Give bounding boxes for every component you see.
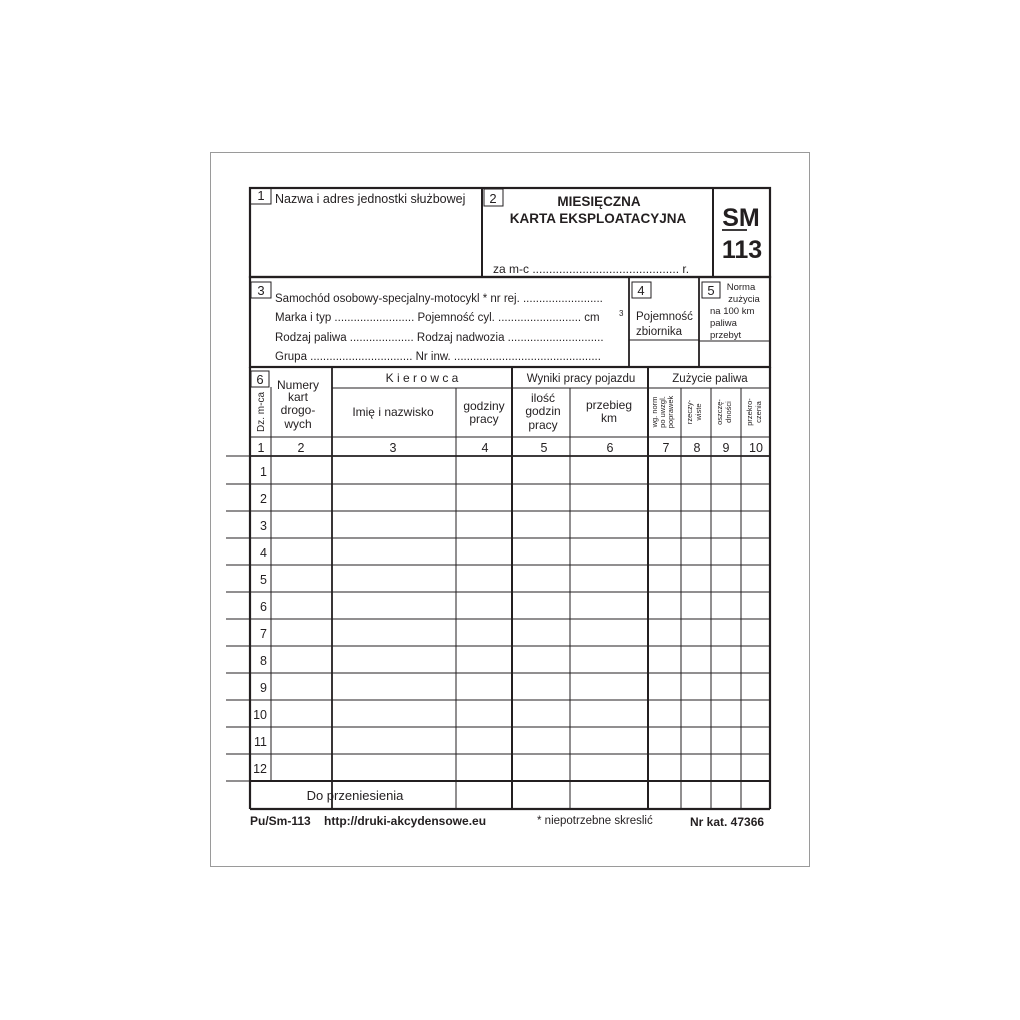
unit-name-label: Nazwa i adres jednostki służbowej	[275, 192, 466, 206]
fuel-group-header: Zużycie paliwa	[672, 373, 748, 385]
work-hours-header-3: pracy	[528, 418, 558, 432]
vehicle-type-line: Samochód osobowy-specjalny-motocykl * nr rej. .........................	[275, 293, 603, 305]
column-number-8: 8	[693, 441, 701, 455]
box3-number: 3	[257, 283, 265, 298]
form-code-footer: Pu/Sm-113	[250, 814, 311, 828]
month-line: za m-c ............................................ r.	[493, 262, 690, 276]
column-number-2: 2	[297, 441, 305, 455]
column-number-4: 4	[481, 441, 489, 455]
box2-number: 2	[489, 191, 497, 206]
row-number: 8	[260, 654, 267, 668]
box6-number: 6	[256, 372, 264, 387]
form-code-sm: SM	[722, 204, 760, 232]
fuel-savings-header-2: dności	[724, 401, 733, 423]
norm-label-1: Norma	[726, 282, 756, 293]
table-row-lines	[226, 456, 770, 781]
mileage-header-2: km	[601, 411, 617, 425]
fuel-norm-header-3: poprawek	[666, 395, 675, 429]
row-number: 11	[254, 735, 267, 749]
column-number-7: 7	[662, 441, 670, 455]
footnote: * niepotrzebne skreslić	[537, 815, 653, 827]
norm-label-5: przebyt	[710, 330, 742, 341]
day-of-month-header: Dz. m-ca	[256, 392, 267, 432]
driver-name-header: Imię i nazwisko	[352, 405, 434, 419]
fuel-norm-header-1: wg. norm	[650, 396, 659, 428]
fuel-actual-header-2: wiste	[694, 403, 703, 421]
row-number: 1	[260, 465, 267, 479]
norm-label-3: na 100 km	[710, 306, 755, 317]
column-number-9: 9	[722, 441, 730, 455]
cubic-superscript: 3	[619, 309, 624, 318]
column-number-3: 3	[389, 441, 397, 455]
work-hours-header-1: ilość	[530, 391, 556, 405]
norm-label-2: zużycia	[728, 294, 760, 305]
carry-over-label: Do przeniesienia	[306, 788, 404, 803]
driver-group-header: K i e r o w c a	[385, 371, 459, 385]
row-number: 4	[260, 546, 267, 560]
box4-number: 4	[637, 283, 645, 298]
cards-header-3: drogo-	[280, 403, 316, 417]
cards-header-4: wych	[284, 417, 312, 431]
row-number: 12	[253, 762, 267, 776]
tank-capacity-label-1: Pojemność	[636, 311, 693, 323]
cards-header-2: kart	[287, 390, 309, 404]
row-number-labels	[253, 465, 267, 776]
column-number-6: 6	[606, 441, 614, 455]
row-number: 10	[253, 708, 267, 722]
column-number-1: 1	[257, 441, 265, 455]
row-number: 7	[260, 627, 267, 641]
title-line1: MIESIĘCZNA	[557, 194, 641, 209]
fuel-savings-header-1: oszczę-	[715, 399, 724, 425]
driver-hours-header-1: godziny	[463, 399, 505, 413]
make-capacity-line: Marka i typ ......................... Pojemność cyl. .......................... cm	[275, 312, 600, 324]
fuel-overuse-header-1: przekro-	[745, 398, 754, 426]
column-number-10: 10	[749, 441, 763, 455]
tank-capacity-label-2: zbiornika	[636, 326, 683, 338]
cards-header-1: Numery	[276, 378, 320, 392]
fuel-norm-header-2: po uwzgl.	[658, 396, 667, 428]
fuel-actual-header-1: rzeczy-	[685, 399, 694, 425]
row-number: 9	[260, 681, 267, 695]
box1-number: 1	[257, 188, 265, 203]
row-number: 5	[260, 573, 267, 587]
mileage-header-1: przebieg	[585, 398, 633, 412]
fuel-body-line: Rodzaj paliwa .................... Rodzaj nadwozia ..............................	[275, 332, 604, 344]
row-number: 3	[260, 519, 267, 533]
fuel-overuse-header-2: czenia	[754, 401, 763, 423]
work-hours-header-2: godzin	[525, 404, 561, 418]
norm-label-4: paliwa	[710, 318, 737, 329]
driver-hours-header-2: pracy	[469, 412, 499, 426]
form-code-113: 113	[721, 236, 763, 264]
catalog-number: Nr kat. 47366	[690, 815, 765, 829]
group-inventory-line: Grupa ................................ Nr inw. ..............................................	[275, 351, 601, 363]
column-number-5: 5	[540, 441, 548, 455]
row-number: 6	[260, 600, 267, 614]
box5-number: 5	[707, 283, 715, 298]
results-group-header: Wyniki pracy pojazdu	[526, 373, 636, 385]
publisher-url[interactable]: http://druki-akcydensowe.eu	[324, 814, 487, 828]
row-number: 2	[260, 492, 267, 506]
title-line2: KARTA EKSPLOATACYJNA	[509, 211, 687, 226]
